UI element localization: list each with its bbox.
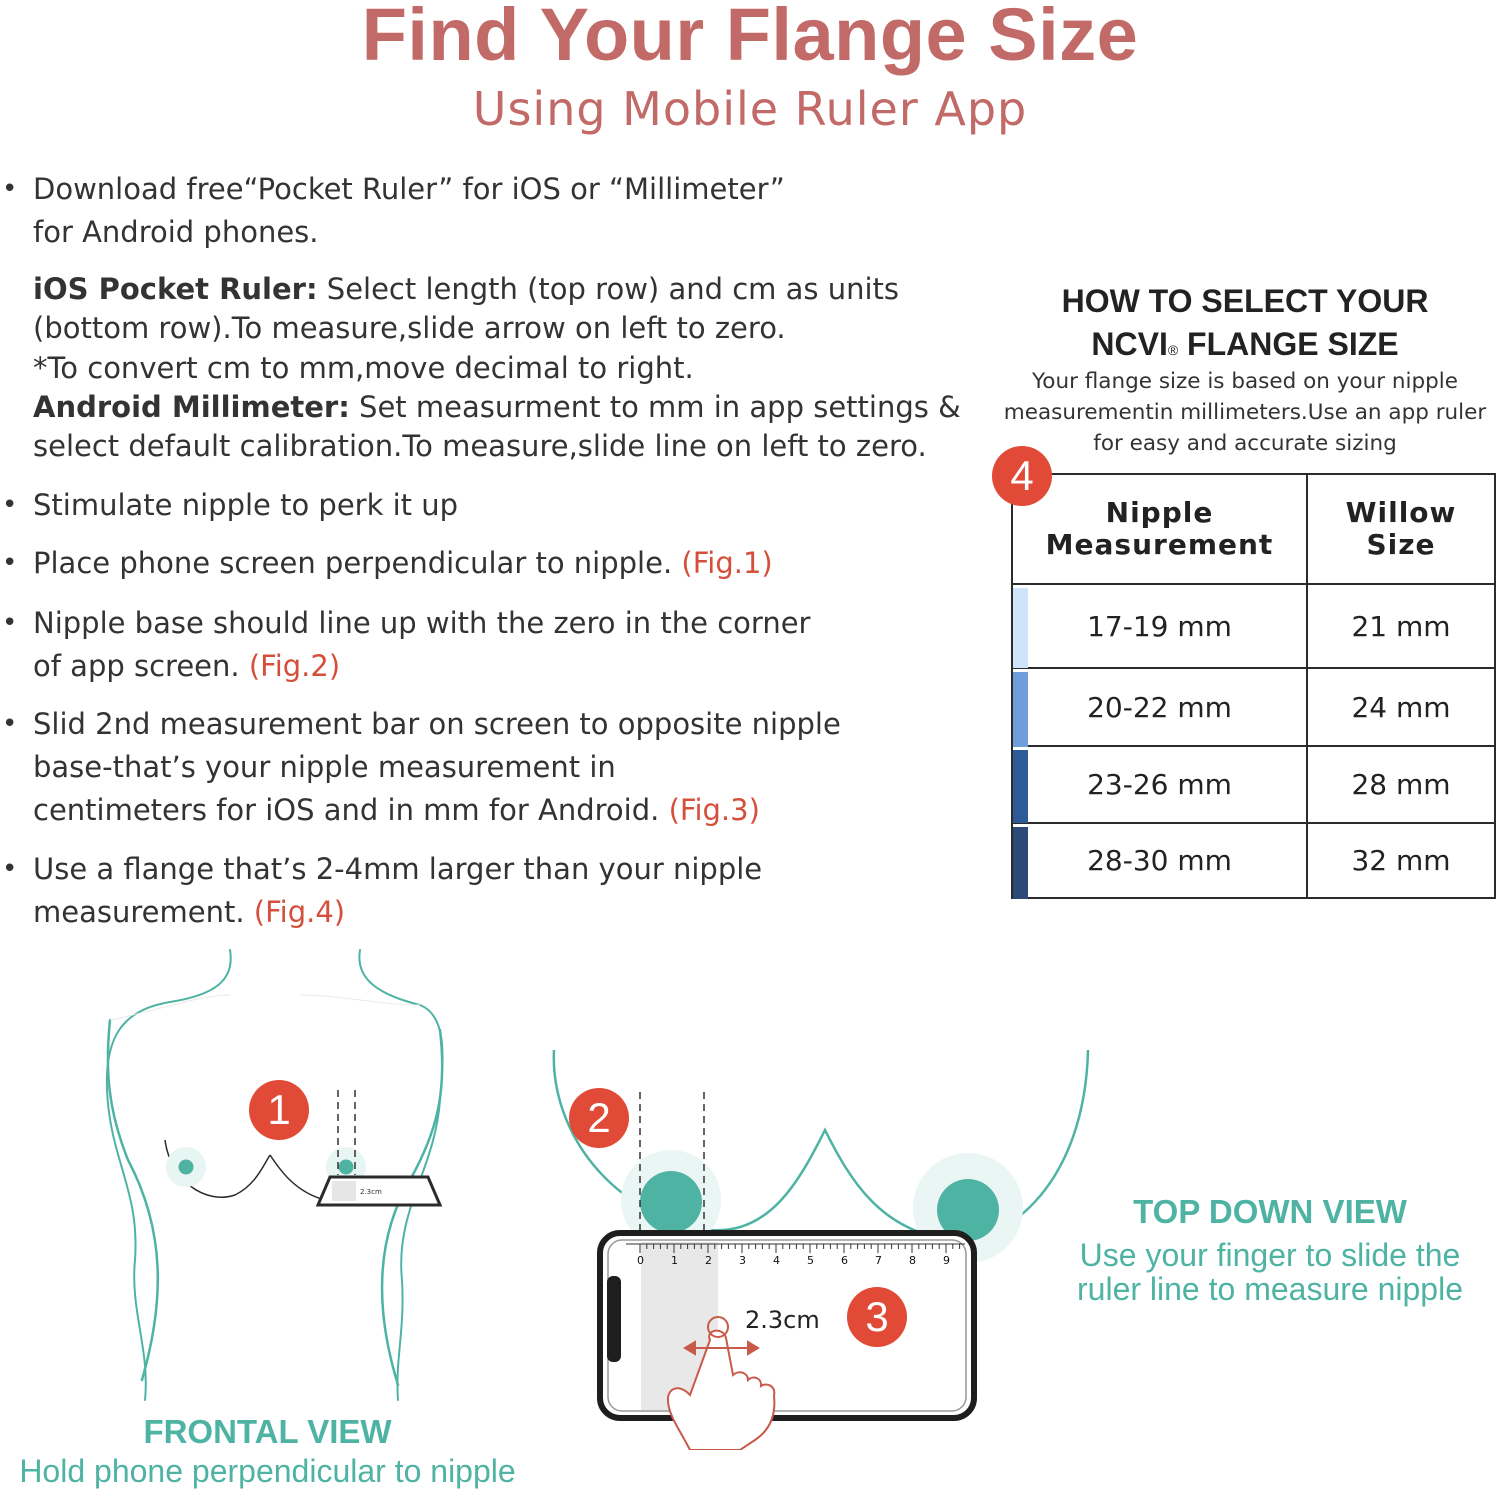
- ios-text: Select length (top row) and cm as units: [317, 272, 900, 306]
- nipple-dot: [339, 1160, 354, 1175]
- ruler-label: 3: [739, 1254, 746, 1267]
- android-text: select default calibration.To measure,slide line on left to zero.: [33, 429, 927, 464]
- nipple-top-view: [640, 1171, 702, 1233]
- ruler-label: 0: [637, 1254, 644, 1267]
- brand-name: NCVI: [1091, 326, 1168, 362]
- caption-line: ruler line to measure nipple: [1077, 1271, 1463, 1307]
- table-row: [1012, 823, 1495, 898]
- caption-line: Use your finger to slide the: [1079, 1237, 1461, 1273]
- ios-label: iOS Pocket Ruler:: [33, 272, 318, 306]
- table-header-row: [1012, 474, 1495, 584]
- top-view-caption: [1040, 1238, 1500, 1306]
- bullet-dot: •: [2, 490, 18, 520]
- frontal-view-caption: Hold phone perpendicular to nipple: [19, 1453, 516, 1489]
- ruler-label: 1: [671, 1254, 678, 1267]
- bullet-dot: •: [2, 608, 18, 638]
- step-text: for Android phones.: [33, 215, 319, 249]
- ios-text: *To convert cm to mm,move decimal to right.: [33, 350, 694, 385]
- step-text: measurement.: [33, 895, 254, 929]
- android-label: Android Millimeter:: [33, 389, 350, 424]
- step-text: Download free“Pocket Ruler” for iOS or “Millimeter”: [33, 172, 785, 206]
- frontal-view-heading: FRONTAL VIEW: [143, 1413, 392, 1450]
- note-text: measurementin millimeters.Use an app ruler: [1003, 400, 1487, 425]
- nipple-cell: 28-30 mm: [1012, 823, 1307, 898]
- ios-text: (bottom row).To measure,slide arrow on left to zero.: [33, 311, 786, 346]
- step-text: Slid 2nd measurement bar on screen to opposite nipple: [33, 707, 841, 741]
- step-text: of app screen.: [33, 649, 249, 683]
- nipple-cell: 17-19 mm: [1012, 584, 1307, 668]
- fig4-badge: 4: [992, 446, 1052, 506]
- ruler-label: 2: [705, 1254, 712, 1267]
- fig-reference: (Fig.4): [253, 895, 346, 929]
- step-text: Stimulate nipple to perk it up: [33, 488, 459, 522]
- size-guide-title-line1: HOW TO SELECT YOUR: [1061, 283, 1429, 319]
- table-row: [1012, 668, 1495, 746]
- page-subtitle: Using Mobile Ruler App: [472, 82, 1028, 136]
- size-cell: 24 mm: [1307, 668, 1495, 746]
- size-guide-title-text: FLANGE SIZE: [1178, 326, 1399, 362]
- registered-mark: ®: [1167, 342, 1179, 358]
- step-text: centimeters for iOS and in mm for Android.: [33, 793, 669, 827]
- nipple-cell: 20-22 mm: [1012, 668, 1307, 746]
- top-down-view-illustration: [540, 1030, 1100, 1450]
- note-text: Your flange size is based on your nipple: [1032, 369, 1458, 394]
- column-header-willow: [1307, 474, 1495, 584]
- row-color-bar: [1013, 750, 1028, 823]
- fig-reference: (Fig.2): [248, 649, 341, 683]
- page-title: Find Your Flange Size: [361, 0, 1139, 76]
- row-color-bar: [1013, 827, 1028, 899]
- step-text: Nipple base should line up with the zero in the corner: [33, 606, 811, 640]
- flange-size-table: [1011, 473, 1496, 899]
- fig3-badge: 3: [847, 1287, 907, 1347]
- ruler-label: 7: [875, 1254, 882, 1267]
- nipple-dot: [179, 1160, 194, 1175]
- fig1-badge: 1: [249, 1080, 309, 1140]
- bullet-dot: •: [2, 174, 18, 204]
- row-color-bar: [1013, 672, 1028, 747]
- note-text: for easy and accurate sizing: [1093, 431, 1397, 456]
- phone-reading: 2.3cm: [745, 1306, 820, 1334]
- ruler-label: 8: [909, 1254, 916, 1267]
- header-text: Measurement: [1045, 528, 1274, 561]
- app-settings-paragraph: [33, 270, 961, 466]
- size-cell: 28 mm: [1307, 746, 1495, 823]
- column-header-nipple: [1012, 474, 1307, 584]
- header-text: Willow: [1345, 496, 1457, 529]
- mini-phone-icon: [318, 1177, 440, 1205]
- size-cell: 21 mm: [1307, 584, 1495, 668]
- step-text: base-that’s your nipple measurement in: [33, 750, 616, 784]
- fig-reference: (Fig.1): [681, 546, 773, 580]
- size-cell: 32 mm: [1307, 823, 1495, 898]
- bullet-dot: •: [2, 548, 18, 578]
- table-row: [1012, 584, 1495, 668]
- top-view-heading: TOP DOWN VIEW: [1133, 1193, 1407, 1230]
- step-text: Use a flange that’s 2-4mm larger than your nipple: [33, 852, 763, 886]
- size-guide-title-line2: [990, 326, 1500, 363]
- fig2-badge: 2: [569, 1088, 629, 1148]
- fig-reference: (Fig.3): [668, 793, 760, 827]
- mini-reading: 2.3cm: [360, 1188, 382, 1196]
- row-color-bar: [1013, 588, 1028, 668]
- header-text: Nipple: [1105, 496, 1214, 529]
- table-row: [1012, 746, 1495, 823]
- android-text: Set measurment to mm in app settings &: [349, 389, 961, 424]
- ruler-label: 6: [841, 1254, 848, 1267]
- bullet-dot: •: [2, 854, 18, 884]
- step-text: Place phone screen perpendicular to nipple.: [33, 546, 682, 580]
- ruler-label: 4: [773, 1254, 780, 1267]
- size-guide-note: [990, 366, 1500, 459]
- frontal-view-illustration: [0, 930, 560, 1430]
- header-text: Size: [1366, 528, 1436, 561]
- bullet-dot: •: [2, 709, 18, 739]
- ruler-label: 5: [807, 1254, 814, 1267]
- phone-icon: [600, 1233, 974, 1418]
- nipple-cell: 23-26 mm: [1012, 746, 1307, 823]
- ruler-label: 9: [943, 1254, 950, 1267]
